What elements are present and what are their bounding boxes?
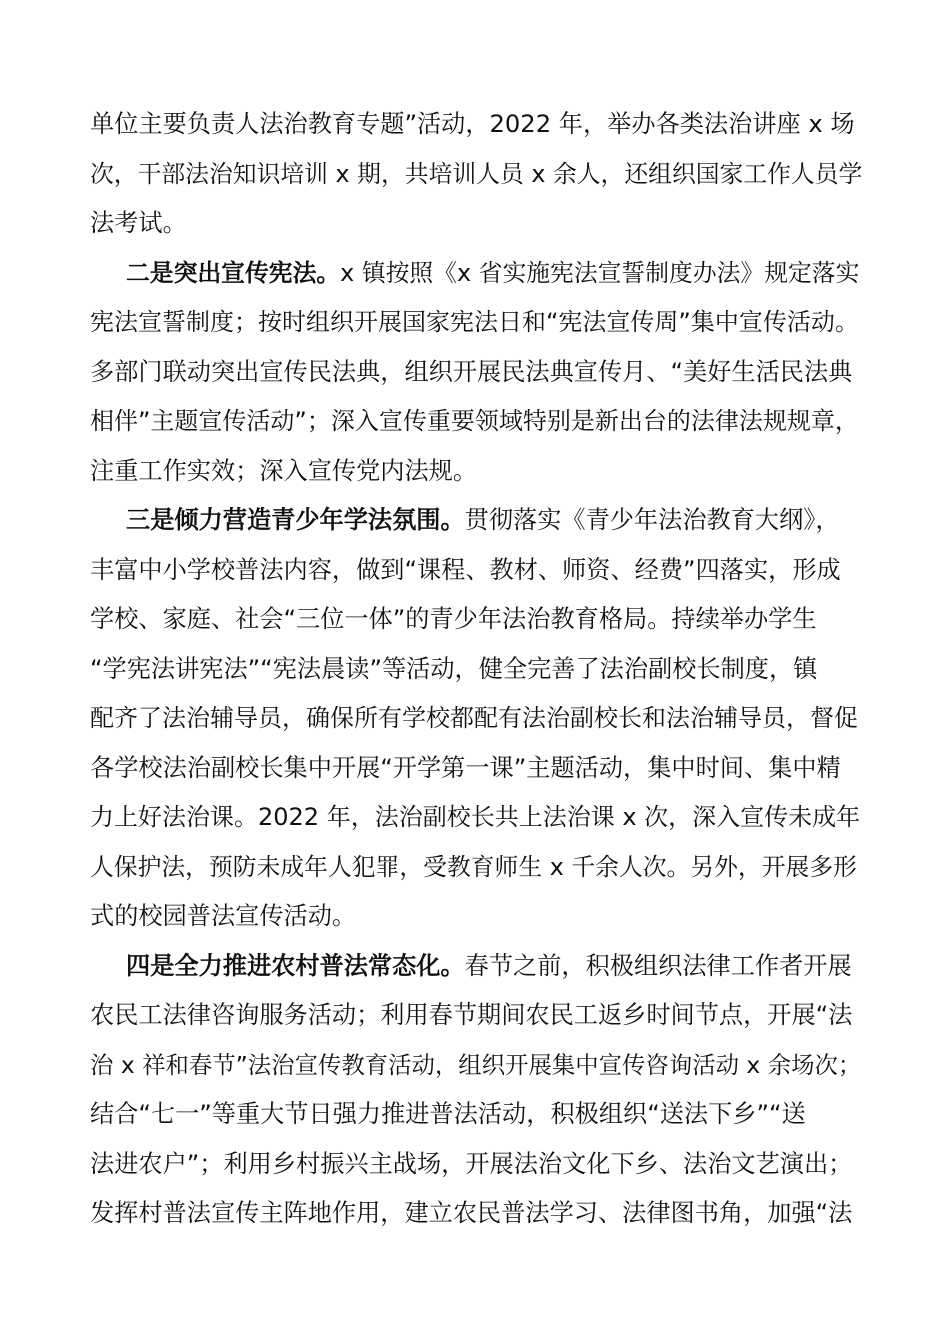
- line-text: 注重工作实效；深入宣传党内法规。: [90, 456, 478, 485]
- line-text: 相伴”主题宣传活动”；深入宣传重要领域特别是新出台的法律法规规章，: [90, 407, 859, 435]
- line-text: 次，干部法治知识培训 x 期，共培训人员 x 余人，还组织国家工作人员学: [90, 159, 863, 188]
- line-text: “学宪法讲宪法”“宪法晨读”等活动，健全完善了法治副校长制度，镇: [90, 654, 818, 683]
- text-line: [90, 793, 862, 843]
- line-text: 配齐了法治辅导员，确保所有学校都配有法治副校长和法治辅导员，督促: [90, 704, 858, 732]
- line-text: 发挥村普法宣传主阵地作用，建立农民普法学习、法律图书角，加强“法: [90, 1199, 853, 1227]
- text-line: [90, 100, 862, 150]
- paragraph: [90, 942, 862, 1239]
- text-line: [90, 199, 862, 249]
- text-line: [90, 150, 862, 200]
- line-text: 多部门联动突出宣传民法典，组织开展民法典宣传月、“美好生活民法典: [90, 357, 853, 386]
- text-line: [90, 892, 862, 942]
- text-line: [90, 348, 862, 398]
- text-line: [90, 447, 862, 497]
- paragraph-heading: 二是突出宣传宪法。: [126, 258, 341, 287]
- text-line: [90, 546, 862, 596]
- text-line: [90, 249, 862, 299]
- text-line: [90, 1041, 862, 1091]
- text-line: [90, 744, 862, 794]
- text-line: [90, 843, 862, 893]
- line-text: 结合“七一”等重大节日强力推进普法活动，积极组织“送法下乡”“送: [90, 1100, 806, 1128]
- text-line: [90, 1140, 862, 1190]
- line-text: 法考试。: [90, 209, 187, 237]
- text-line: [90, 991, 862, 1041]
- line-text: 治 x 祥和春节”法治宣传教育活动，组织开展集中宣传咨询活动 x 余场次；: [90, 1050, 862, 1079]
- line-text: 单位主要负责人法治教育专题”活动，2022 年，举办各类法治讲座 x 场: [90, 110, 855, 138]
- paragraph-heading: 三是倾力营造青少年学法氛围。: [126, 506, 465, 534]
- paragraph: [90, 496, 862, 942]
- line-text: 各学校法治副校长集中开展“开学第一课”主题活动，集中时间、集中精: [90, 753, 841, 782]
- line-text: 学校、家庭、社会“三位一体”的青少年法治教育格局。持续举办学生: [90, 605, 817, 633]
- text-line: [90, 694, 862, 744]
- line-text: 春节之前，积极组织法律工作者开展: [464, 951, 852, 980]
- text-line: [90, 1189, 862, 1239]
- text-line: [90, 397, 862, 447]
- text-line: [90, 496, 862, 546]
- line-text: 人保护法，预防未成年人犯罪，受教育师生 x 千余人次。另外，开展多形: [90, 852, 857, 881]
- line-text: 贯彻落实《青少年法治教育大纲》，: [464, 506, 840, 534]
- text-line: [90, 942, 862, 992]
- paragraph: [90, 249, 862, 497]
- line-text: 丰富中小学校普法内容，做到“课程、教材、师资、经费”四落实，形成: [90, 555, 841, 584]
- line-text: 宪法宣誓制度；按时组织开展国家宪法日和“宪法宣传周”集中宣传活动。: [90, 308, 859, 336]
- text-line: [90, 645, 862, 695]
- line-text: 式的校园普法宣传活动。: [90, 902, 357, 930]
- line-text: 法进农户”；利用乡村振兴主战场，开展法治文化下乡、法治文艺演出；: [90, 1149, 853, 1178]
- line-text: 农民工法律咨询服务活动；利用春节期间农民工返乡时间节点，开展“法: [90, 1001, 853, 1029]
- text-line: [90, 1090, 862, 1140]
- paragraph: [90, 100, 862, 249]
- line-text: 力上好法治课。2022 年，法治副校长共上法治课 x 次，深入宣传未成年: [90, 803, 861, 831]
- line-text: x 镇按照《x 省实施宪法宣誓制度办法》规定落实: [340, 258, 860, 287]
- document-page: [90, 100, 862, 1239]
- text-line: [90, 298, 862, 348]
- paragraph-heading: 四是全力推进农村普法常态化。: [126, 951, 465, 980]
- text-line: [90, 595, 862, 645]
